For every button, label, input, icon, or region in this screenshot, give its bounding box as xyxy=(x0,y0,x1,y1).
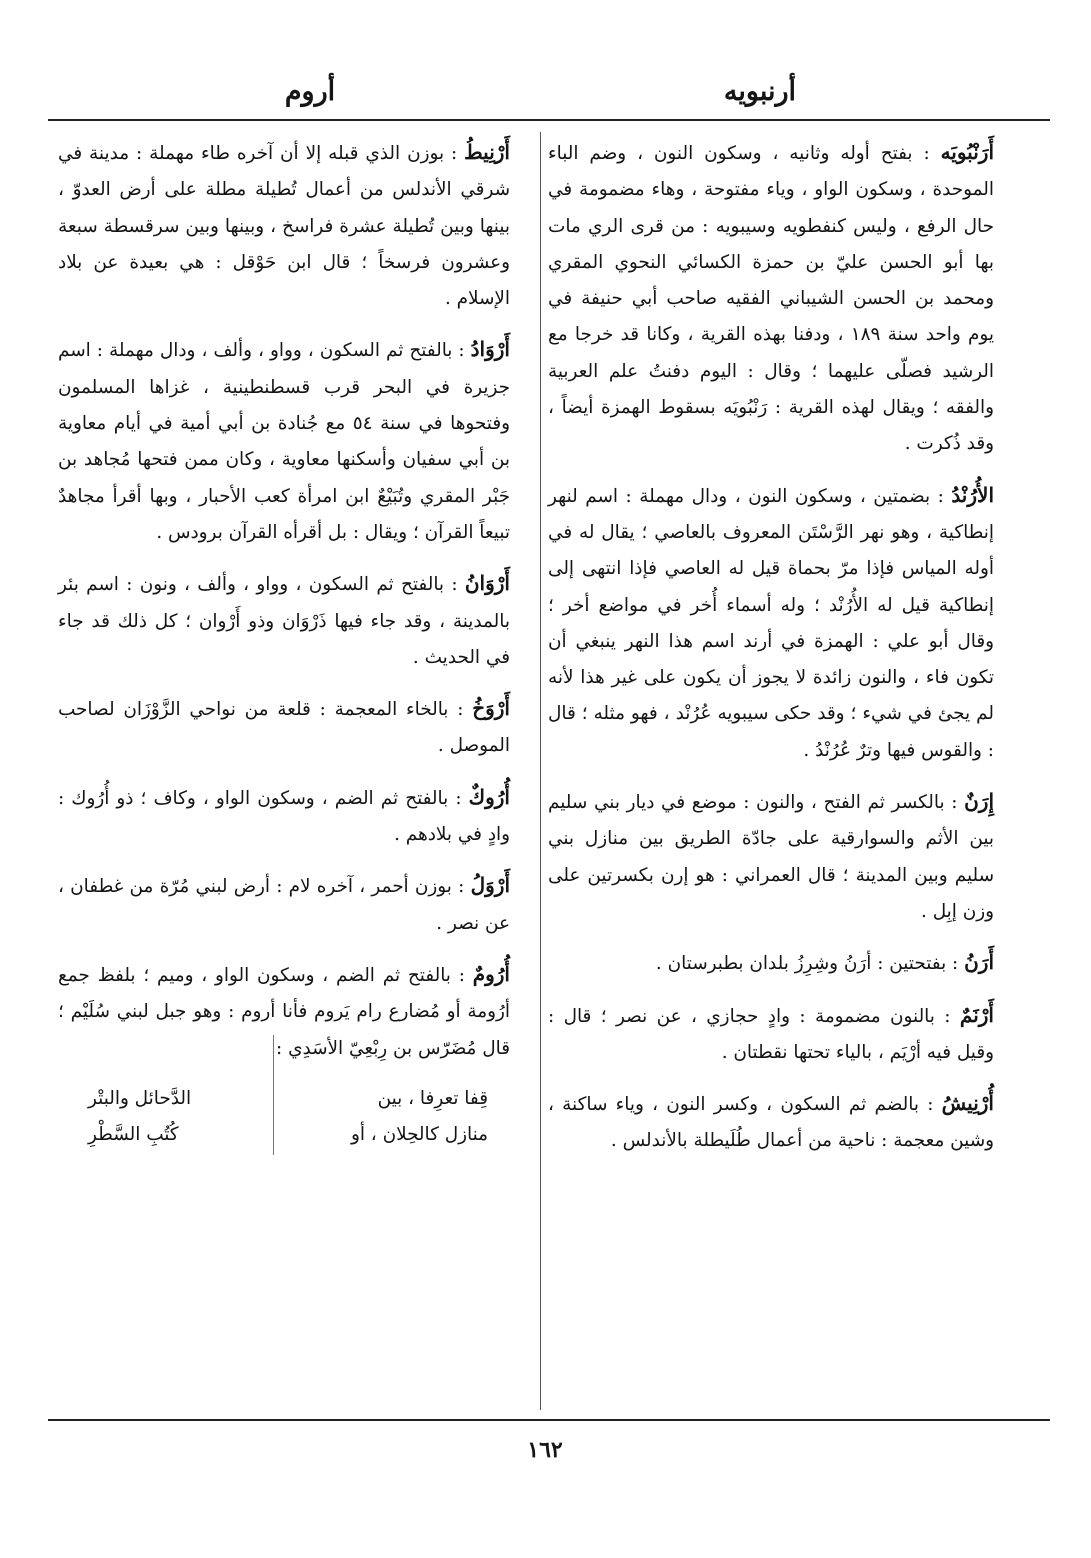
entry-text: : بالكسر ثم الفتح ، والنون : موضع في ديار بني سليم بين الأثم والسوارقية على جادّة الطريق بين منازل بني سليم وبين المدينة ؛ قال العمراني : هو إرن بكسرتين على وزن إبِل . xyxy=(548,792,994,922)
entry-headword: أَرْوَلُ xyxy=(470,873,510,898)
running-head-right: أرنبويه xyxy=(723,76,797,107)
entry-text: : بالفتح ثم الضم ، وسكون الواو ، وميم ؛ بلفظ جمع أرُومة أو مُضارع رام يَروم فأنا أروم : وهو جبل لبني سُلَيْم ؛ قال مُضَرّس بن رِبْعِيّ الأسَدِي : xyxy=(58,964,510,1059)
verse-first-hemistich: منازل كالحِلان ، أو xyxy=(350,1123,488,1145)
entry-text: : بفتحتين : أرَنُ وشِرِزُ بلدان بطبرستان . xyxy=(655,953,959,975)
entry-al-urund xyxy=(548,477,994,769)
entry-urnish xyxy=(548,1085,994,1160)
entry-headword: أَرْوَانُ xyxy=(464,571,510,596)
entry-text: : بالفتح ثم السكون ، وواو ، وألف ، ودال مهملة : اسم جزيرة في البحر قرب قسطنطينية ، غزاها المسلمون وفتحوها في سنة ٥٤ مع جُنادة بن أبي أمية في أيام معاوية بن أبي سفيان وأسكنها معاوية ، وكان ممن فتحها مُجاهد بن جَبْر المقري وتُبَيْعٌ ابن امرأة كعب الأحبار ، وبها أقرأ مجاهدٌ تبيعاً القرآن ؛ ويقال : بل أقرأه القرآن برودس . xyxy=(58,340,510,543)
entry-aran xyxy=(548,944,994,982)
running-head-left: أروم xyxy=(284,76,336,107)
entry-headword: أُرُومٌ xyxy=(472,961,510,986)
verse-second-hemistich: كُتُبِ السَّطْرِ xyxy=(88,1123,179,1145)
entry-text: : بضمتين ، وسكون النون ، ودال مهملة : اسم لنهر إنطاكية ، وهو نهر الرَّسْتَن المعروف بالعاصي ؛ يقال له في أوله المياس فإذا مرّ بحماة قيل له العاصي فإذا انتهى إلى إنطاكية قيل له الأُرُنْد ؛ وله أسماء أُخر في مواضع أخر ؛ وقال أبو علي : الهمزة في أرند اسم هذا النهر ينبغي أن تكون فاء ، والنون زائدة لا يجوز أن يكون على غير هذا لأنه لم يجئ في شيء ؛ وقد حكى سيبويه عُرُنْد ، فهو مثله ؛ قال : والقوس فيها وترٌ عُرُنْدُ . xyxy=(548,485,994,761)
verse-separator xyxy=(273,1035,274,1155)
right-column xyxy=(548,134,994,1174)
entry-arwad xyxy=(58,331,510,551)
page-number: ١٦٢ xyxy=(527,1437,563,1463)
entry-headword: أُرْنِيشُ xyxy=(941,1091,994,1116)
entry-arnam xyxy=(548,997,994,1072)
entry-headword: أَرَنْبُويَه xyxy=(940,140,994,164)
entry-text: : بوزن أحمر ، آخره لام : أرض لبني مُرّة من غطفان ، عن نصر . xyxy=(58,876,510,934)
entry-headword: الأُرُنْدُ xyxy=(951,482,994,507)
entry-headword: أَرْنِيطُ xyxy=(464,140,510,164)
entry-arwal xyxy=(58,867,510,942)
entry-headword: إِرَنٌ xyxy=(964,789,994,814)
entry-text: : بالفتح ثم السكون ، وواو ، وألف ، ونون : اسم بئر بالمدينة ، وقد جاء فيها ذَرْوَان وذو أَرْوان ؛ كل ذلك قد جاء في الحديث . xyxy=(58,574,510,668)
entry-text: : بوزن الذي قبله إلا أن آخره طاء مهملة : مدينة في شرقي الأندلس من أعمال تُطيلة مطلة على أرض العدوّ ، بينها وبين تُطيلة عشرة فراسخ ، وبينها وبين سرقسطة سبعة وعشرون فرسخاً ؛ قال ابن حَوْقل : هي بعيدة عن بلاد الإسلام . xyxy=(58,143,510,310)
entry-text: : بفتح أوله وثانيه ، وسكون النون ، وضم الباء الموحدة ، وسكون الواو ، وياء مفتوحة ، وهاء مضمومة في حال الرفع ، وليس كنفطويه وسيبويه : من قرى الري مات بها أبو الحسن عليّ بن حمزة الكسائي النحوي المقري ومحمد بن الحسن الشيباني الفقيه صاحب أبي حنيفة في يوم واحد سنة ١٨٩ ، ودفنا بهذه القرية ، وكانا قد خرجا مع الرشيد فصلّى عليهما ؛ وقال : اليوم دفنتُ علم العربية والفقه ؛ ويقال لهذه القرية : رَنْبُويَه بسقوط الهمزة أيضاً ، وقد ذُكرت . xyxy=(548,143,994,455)
top-rule xyxy=(48,119,1050,121)
entry-arum xyxy=(58,956,510,1067)
entry-headword: أَرَنُ xyxy=(964,950,994,975)
entry-text: : بالفتح ثم الضم ، وسكون الواو ، وكاف ؛ ذو أُرُوك : وادٍ في بلادهم . xyxy=(58,787,510,846)
entry-headword: أُرُوكٌ xyxy=(468,784,510,809)
bottom-rule xyxy=(48,1419,1050,1421)
entry-aruk xyxy=(58,779,510,854)
verse-first-hemistich: قِفا تعرِفا ، بين xyxy=(377,1087,488,1109)
entry-arwan xyxy=(58,565,510,676)
entry-headword: أَرْوَادُ xyxy=(470,337,510,362)
verse-line xyxy=(88,1081,488,1117)
left-column xyxy=(58,134,510,1153)
entry-iran xyxy=(548,783,994,930)
entry-text: : بالضم ثم السكون ، وكسر النون ، وياء ساكنة ، وشين معجمة : ناحية من أعمال طُلَيطلة بالأندلس . xyxy=(548,1094,994,1152)
verse-line xyxy=(88,1117,488,1153)
entry-arwakh xyxy=(58,690,510,765)
entry-headword: أَرْوَخُ xyxy=(472,696,510,721)
entry-text: : بالنون مضمومة : وادٍ حجازي ، عن نصر ؛ قال : وقيل فيه أرْيَم ، بالياء تحتها نقطتان . xyxy=(548,1005,994,1063)
entry-arnabuyah xyxy=(548,134,994,463)
entry-arnit xyxy=(58,134,510,317)
entry-text: : بالخاء المعجمة : قلعة من نواحي الزَّوْزَان لصاحب الموصل . xyxy=(58,699,510,757)
column-divider xyxy=(540,132,541,1410)
poetry-verse xyxy=(58,1081,510,1153)
verse-second-hemistich: الدَّحائل والبتْر xyxy=(88,1087,192,1109)
entry-headword: أَرْنَمٌ xyxy=(959,1002,994,1027)
